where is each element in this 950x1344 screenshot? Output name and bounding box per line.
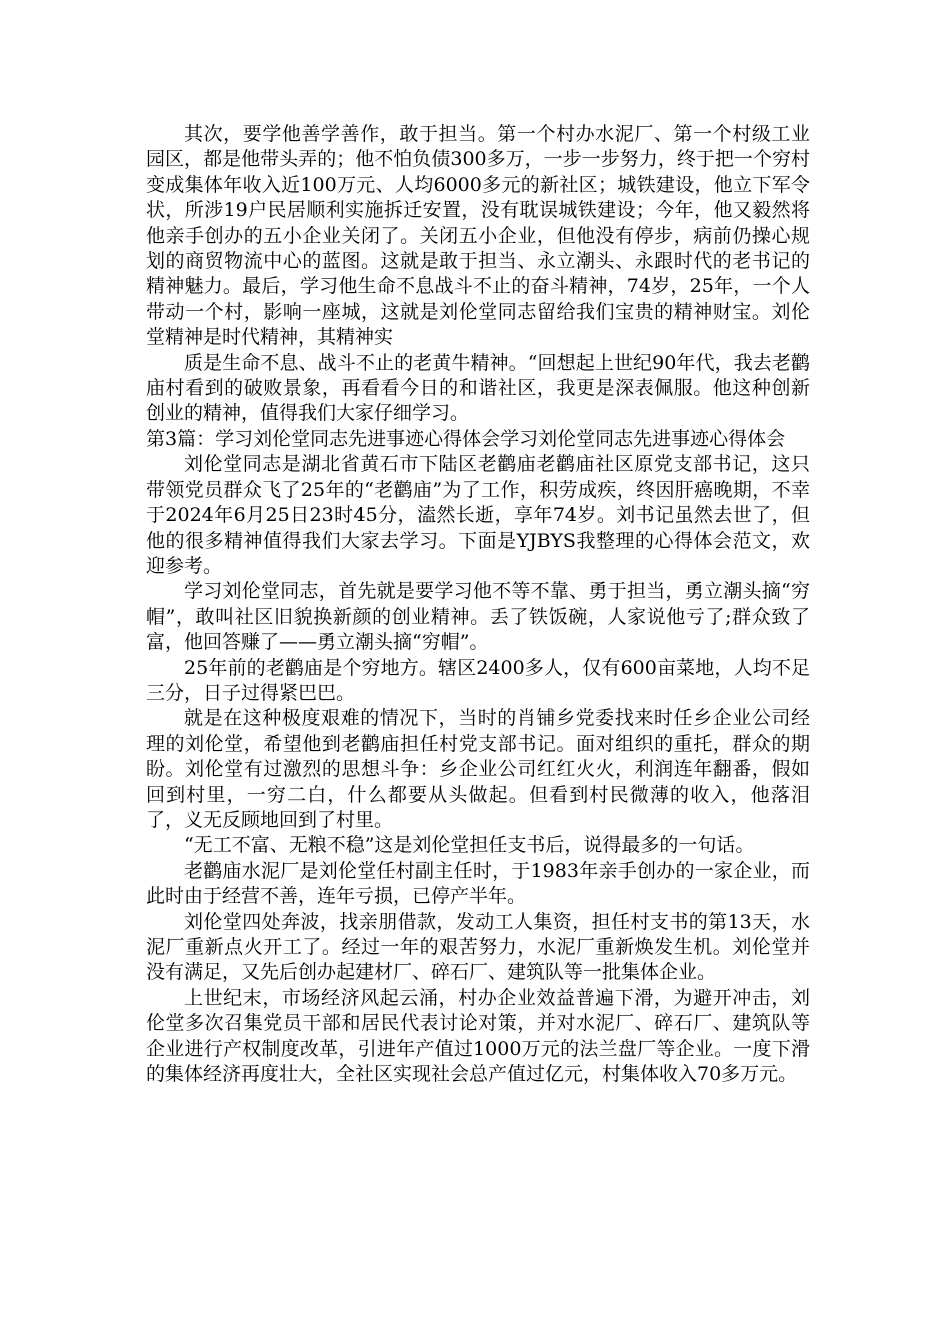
- section-heading-part-3: 第3篇：学习刘伦堂同志先进事迹心得体会学习刘伦堂同志先进事迹心得体会: [146, 427, 786, 450]
- paragraph-reform: 上世纪末，市场经济风起云涌，村办企业效益普遍下滑，为避开冲击，刘伦堂多次召集党员干部和居民代表讨论对策，并对水泥厂、碎石厂、建筑队等企业进行产权制度改革，引进年产值过1000万元的法兰盘厂等企业。一度下滑的集体经济再度壮大，全社区实现社会总产值过亿元，村集体收入70多万元。: [146, 986, 810, 1086]
- paragraph-poor-village: 25年前的老鹳庙是个穷地方。辖区2400多人，仅有600亩菜地，人均不足三分，日子过得紧巴巴。: [146, 656, 810, 704]
- paragraph-introduction: 刘伦堂同志是湖北省黄石市下陆区老鹳庙老鹳庙社区原党支部书记，这只带领党员群众飞了25年的“老鹳庙”为了工作，积劳成疾，终因肝癌晚期，不幸于2024年6月25日23时45分，溘然长逝，享年74岁。刘书记虽然去世了，但他的很多精神值得我们大家去学习。下面是YJBYS我整理的心得体会范文，欢迎参考。: [146, 453, 810, 577]
- paragraph-entrepreneurial-spirit: 学习刘伦堂同志，首先就是要学习他不等不靠、勇于担当，勇立潮头摘“穷帽”，敢叫社区旧貌换新颜的创业精神。丢了铁饭碗，人家说他亏了;群众致了富，他回答赚了——勇立潮头摘“穷帽”。: [146, 580, 810, 654]
- paragraph-restart-factory: 刘伦堂四处奔波，找亲朋借款，发动工人集资，担任村支书的第13天，水泥厂重新点火开工了。经过一年的艰苦努力，水泥厂重新焕发生机。刘伦堂并没有满足，又先后创办起建材厂、碎石厂、建筑队等一批集体企业。: [146, 910, 810, 984]
- paragraph-learning-to-take-responsibility: 其次，要学他善学善作，敢于担当。第一个村办水泥厂、第一个村级工业园区，都是他带头弄的；他不怕负债300多万，一步一步努力，终于把一个穷村变成集体年收入近100万元、人均6000多元的新社区；城铁建设，他立下军令状，所涉19户民居顺利实施拆迁安置，没有耽误城铁建设；今年，他又毅然将他亲手创办的五小企业关闭了。关闭五小企业，但他没有停步，病前仍操心规划的商贸物流中心的蓝图。这就是敢于担当、永立潮头、永跟时代的老书记的精神魅力。最后，学习他生命不息战斗不止的奋斗精神，74岁，25年，一个人带动一个村，影响一座城，这就是刘伦堂同志留给我们宝贵的精神财宝。刘伦堂精神是时代精神，其精神实: [146, 123, 810, 349]
- paragraph-return-to-village: 就是在这种极度艰难的情况下，当时的肖铺乡党委找来时任乡企业公司经理的刘伦堂，希望他到老鹳庙担任村党支部书记。面对组织的重托，群众的期盼。刘伦堂有过激烈的思想斗争：乡企业公司红红火火，利润连年翻番，假如回到村里，一穷二白，什么都要从头做起。但看到村民微薄的收入，他落泪了，义无反顾地回到了村里。: [146, 707, 810, 831]
- paragraph-motto: “无工不富、无粮不稳”这是刘伦堂担任支书后，说得最多的一句话。: [184, 834, 755, 857]
- paragraph-cement-factory: 老鹳庙水泥厂是刘伦堂任村副主任时，于1983年亲手创办的一家企业，而此时由于经营不善，连年亏损，已停产半年。: [146, 859, 810, 908]
- document-body: [146, 122, 810, 1087]
- paragraph-old-ox-spirit: 质是生命不息、战斗不止的老黄牛精神。“回想起上世纪90年代，我去老鹳庙村看到的破败景象，再看看今日的和谐社区，我更是深表佩服。他这种创新创业的精神，值得我们大家仔细学习。: [146, 351, 810, 425]
